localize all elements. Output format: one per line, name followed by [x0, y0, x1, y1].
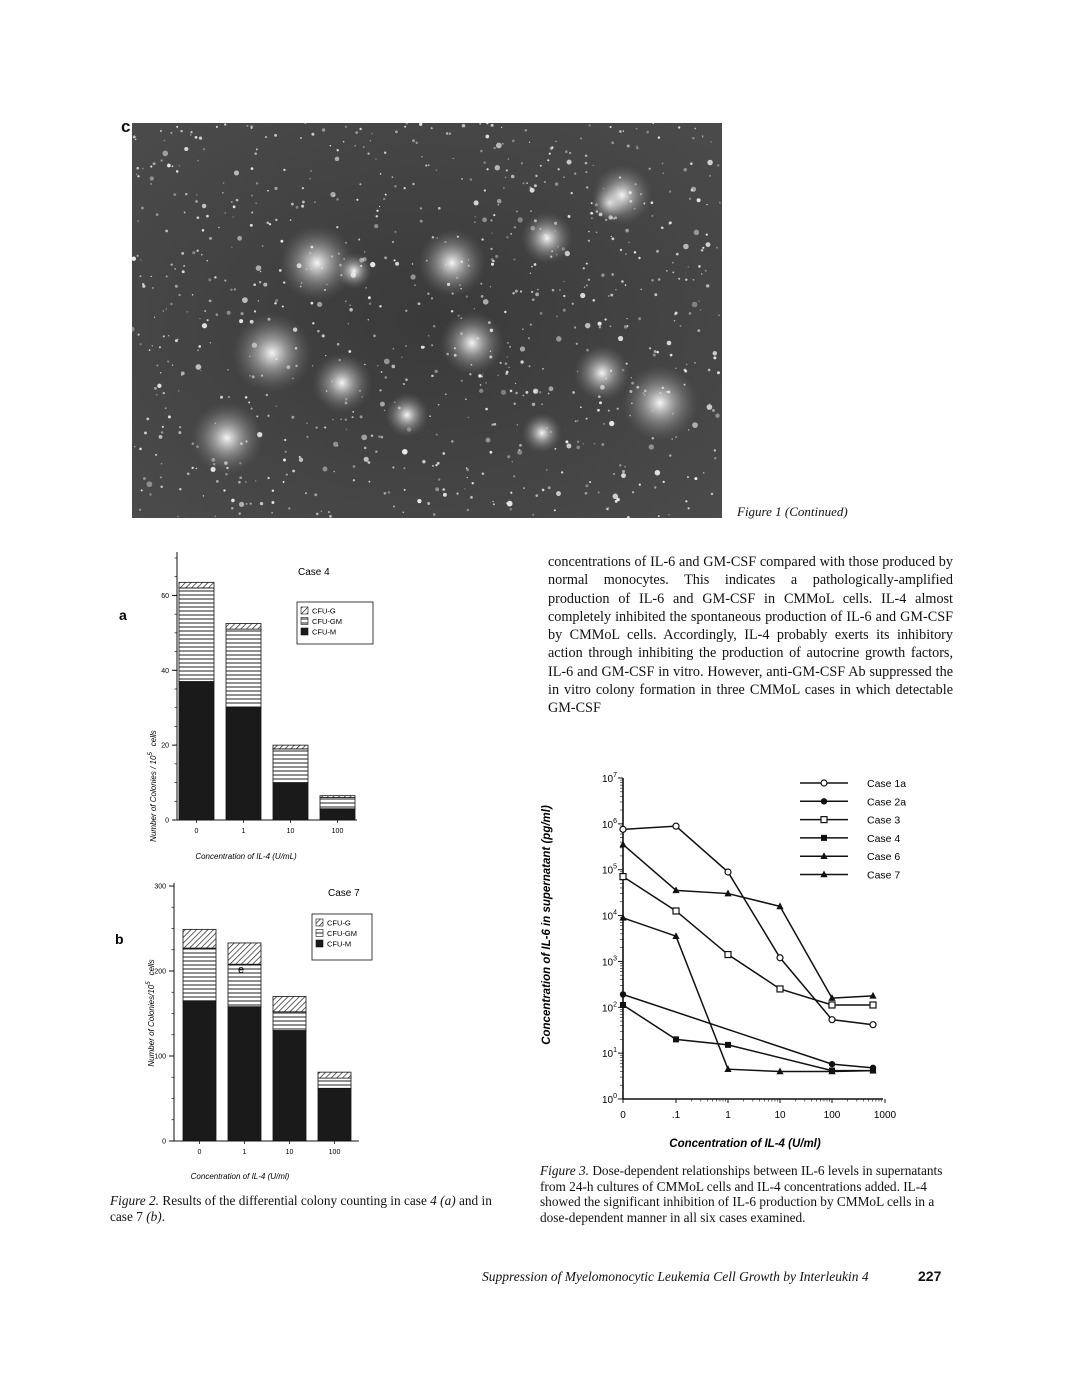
- data-point: [620, 1002, 626, 1008]
- x-tick-label: 0: [194, 828, 199, 835]
- series-line: [623, 1005, 873, 1071]
- y-tick-label: $10^7$: [601, 772, 617, 785]
- legend-label: CFU-M: [312, 627, 337, 637]
- legend-label: CFU-G: [327, 918, 351, 928]
- y-tick-label: 20: [161, 742, 169, 750]
- fig3-ylabel: Concentration of IL-6 in supernatant (pg/ml): [541, 805, 553, 1045]
- figure3-caption-text: Dose-dependent relationships between IL-6 levels in supernatants from 24-h cultures of CMMoL cells and IL-4 concentrations added. IL-4 showed the significant inhibition of IL-6 production by CMMoL cells in a dose-dependent manner in all six cases examined.: [540, 1163, 943, 1225]
- legend-swatch-cfu-gm: [316, 930, 323, 937]
- figure2-caption: [110, 1193, 515, 1224]
- legend-label: CFU-GM: [312, 617, 342, 626]
- x-tick-label: 10: [286, 828, 295, 835]
- x-tick-label: 100: [328, 1149, 341, 1156]
- bar-cfu-m: [179, 682, 214, 820]
- figure2-caption-case7: (b): [146, 1208, 162, 1224]
- bar-cfu-gm: [318, 1078, 351, 1088]
- data-point: [829, 1017, 835, 1023]
- y-tick-label: $10^3$: [601, 955, 617, 969]
- legend-label: Case 2a: [867, 796, 907, 809]
- bar-cfu-g: [228, 943, 261, 964]
- data-point: [673, 1036, 679, 1042]
- bar-cfu-gm: [183, 948, 216, 1001]
- legend-label: Case 7: [867, 869, 901, 882]
- y-tick-label: 200: [154, 968, 166, 976]
- data-point: [829, 1061, 835, 1067]
- panel-b-label: b: [115, 931, 124, 947]
- bar-cfu-gm: [228, 964, 261, 1007]
- data-point: [620, 874, 626, 880]
- x-tick-label: .1: [671, 1110, 681, 1121]
- legend-swatch-cfu-g: [301, 607, 308, 614]
- y-tick-label: 300: [154, 883, 166, 891]
- panel-a-label: a: [119, 607, 127, 623]
- data-point: [619, 840, 626, 847]
- micrograph-image: [132, 123, 722, 518]
- legend-label: Case 6: [867, 851, 901, 864]
- figure3-caption: [540, 1163, 950, 1225]
- data-point: [725, 1042, 731, 1048]
- panel-c-label: c: [121, 117, 131, 136]
- figure2-caption-end: .: [161, 1208, 166, 1224]
- data-point: [673, 908, 679, 914]
- x-tick-label: 10: [774, 1110, 786, 1121]
- legend-swatch-cfu-m: [301, 628, 308, 635]
- page-number: 227: [918, 1268, 942, 1284]
- legend-marker: [821, 780, 827, 786]
- legend-swatch-cfu-m: [316, 940, 323, 947]
- body-text: [548, 553, 953, 718]
- bar-cfu-m: [273, 1031, 306, 1142]
- fig2a-plot: [161, 552, 373, 835]
- series-line: [623, 877, 873, 1005]
- bar-cfu-g: [183, 929, 216, 948]
- x-tick-label: 1000: [873, 1110, 897, 1121]
- legend-swatch-cfu-g: [316, 919, 323, 926]
- figure3-chart: [530, 755, 930, 1155]
- data-point: [620, 826, 626, 832]
- series-case-4: [620, 833, 900, 1074]
- bar-cfu-m: [273, 783, 308, 820]
- fig3-plot: [602, 772, 906, 1121]
- bar-cfu-m: [228, 1007, 261, 1141]
- fig2a-ylabel: Number of Colonies / $10^5cells$: [148, 730, 158, 842]
- x-tick-label: 100: [331, 828, 344, 835]
- legend-marker: [821, 835, 827, 841]
- series-line: [623, 918, 873, 1072]
- bar-cfu-gm: [273, 1012, 306, 1031]
- data-point: [725, 952, 731, 958]
- bar-cfu-gm: [273, 749, 308, 783]
- bar-cfu-m: [320, 809, 355, 820]
- data-point: [870, 1002, 876, 1008]
- bar-cfu-g: [273, 997, 306, 1012]
- legend-label: Case 3: [867, 814, 901, 827]
- data-point: [829, 1002, 835, 1008]
- series-case-2a: [620, 796, 906, 1071]
- series-case-3: [620, 815, 900, 1008]
- y-tick-label: $10^5$: [601, 863, 617, 877]
- y-tick-label: 60: [161, 592, 169, 600]
- fig2b-ylabel: Number of Colonies/$10^5cells$: [146, 959, 156, 1067]
- data-point: [619, 914, 626, 921]
- fig2b-title: Case 7: [328, 888, 360, 899]
- legend-label: Case 1a: [867, 778, 907, 790]
- bar-cfu-gm: [226, 629, 261, 708]
- body-paragraph: concentrations of IL-6 and GM-CSF compared with those produced by normal monocytes. This indicates a pathologically-amplified production of IL-6 and GM-CSF in CMMoL cells. IL-4 almost completely inhibited the spontaneous production of IL-6 and GM-CSF by CMMoL cells. Accordingly, IL-4 probably exerts its inhibitory action through inhibiting the production of autocrine growth factors, IL-6 and GM-CSF in vitro. However, anti-GM-CSF Ab suppressed the in vitro colony formation in three CMMoL cases in which detectable GM-CSF: [548, 554, 953, 717]
- y-tick-label: $10^2$: [601, 1001, 617, 1015]
- y-tick-label: $10^4$: [601, 909, 617, 923]
- bar-cfu-g: [273, 745, 308, 749]
- x-tick-label: 0: [620, 1110, 626, 1121]
- figure2b-chart: [110, 880, 375, 1185]
- legend-marker: [821, 817, 827, 823]
- figure2-caption-label: Figure 2.: [110, 1193, 159, 1208]
- fig2a-title: Case 4: [298, 567, 330, 578]
- bar-cfu-gm: [179, 588, 214, 682]
- running-footer-title: Suppression of Myelomonocytic Leukemia Cell Growth by Interleukin 4: [482, 1269, 869, 1284]
- bar-cfu-m: [226, 708, 261, 820]
- x-tick-label: 100: [823, 1110, 841, 1121]
- bar-cfu-m: [183, 1001, 216, 1141]
- figure2a-chart: [110, 550, 375, 865]
- data-point: [777, 955, 783, 961]
- fig3-xlabel: Concentration of IL-4 (U/ml): [669, 1138, 821, 1150]
- bar-cfu-g: [226, 624, 261, 630]
- bar-cfu-m: [318, 1088, 351, 1141]
- bar-cfu-g: [179, 582, 214, 588]
- figure2-caption-case4: 4 (a): [430, 1193, 456, 1208]
- data-point: [620, 991, 626, 997]
- data-point: [870, 1022, 876, 1028]
- legend-label: CFU-M: [327, 939, 352, 949]
- y-tick-label: 40: [161, 667, 169, 675]
- x-tick-label: 1: [241, 828, 246, 835]
- legend-swatch-cfu-gm: [301, 618, 308, 625]
- data-point: [673, 823, 679, 829]
- series-line: [623, 844, 873, 998]
- data-point: [725, 869, 731, 875]
- fig2b-xlabel: Concentration of IL-4 (U/ml): [190, 1172, 290, 1181]
- x-tick-label: 1: [725, 1110, 731, 1121]
- bar-cfu-g: [320, 796, 355, 798]
- y-tick-label: $10^0$: [601, 1093, 617, 1106]
- legend-marker: [821, 798, 827, 804]
- legend-label: CFU-GM: [327, 929, 357, 938]
- y-tick-label: 0: [165, 817, 169, 825]
- figure3-caption-label: Figure 3.: [540, 1163, 589, 1178]
- legend-label: CFU-G: [312, 606, 336, 616]
- figure1-caption: Figure 1 (Continued): [737, 504, 848, 519]
- x-tick-label: 10: [285, 1149, 294, 1156]
- y-tick-label: 100: [154, 1053, 166, 1061]
- y-tick-label: $10^1$: [601, 1047, 617, 1061]
- fig2a-xlabel: Concentration of IL-4 (U/mL): [195, 852, 297, 861]
- fig2b-plot: [154, 883, 372, 1156]
- x-tick-label: 1: [242, 1149, 247, 1156]
- figure2-caption-and: and in case 7: [110, 1193, 492, 1224]
- bar-annotation: e: [237, 964, 245, 976]
- bar-cfu-gm: [320, 798, 355, 809]
- figure2-caption-text: Results of the differential colony counting in case: [159, 1193, 431, 1208]
- y-tick-label: 0: [162, 1138, 166, 1146]
- series-case-7: [619, 840, 900, 1000]
- legend-label: Case 4: [867, 832, 901, 845]
- bar-cfu-g: [318, 1072, 351, 1078]
- data-point: [777, 986, 783, 992]
- y-tick-label: $10^6$: [601, 817, 617, 831]
- x-tick-label: 0: [197, 1149, 202, 1156]
